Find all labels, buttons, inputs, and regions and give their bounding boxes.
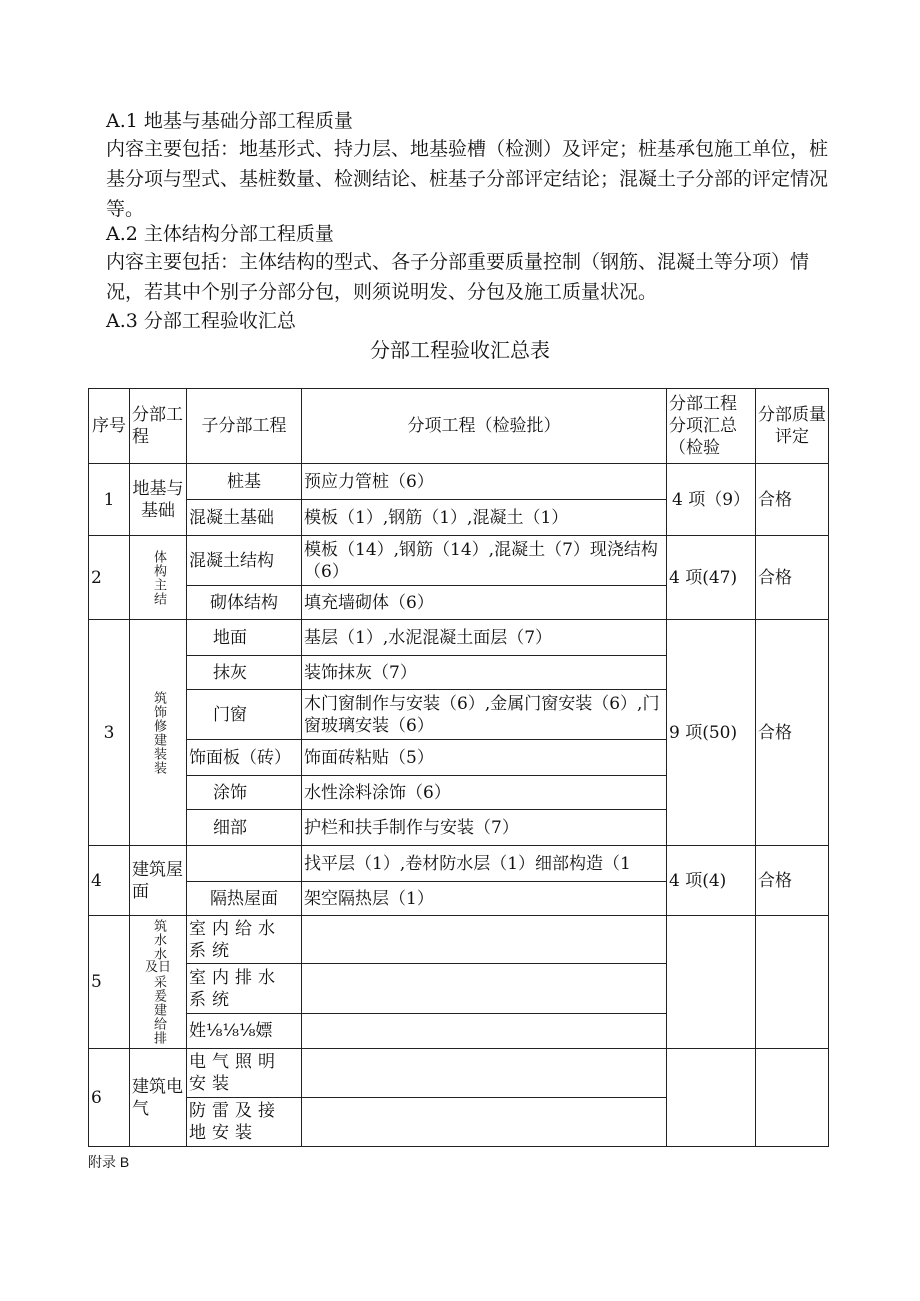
row-division: 体构主结 [151, 549, 166, 606]
section-a1-content: 内容主要包括：地基形式、持力层、地基验槽（检测）及评定；桩基承包施工单位，桩基分项与型式、基桩数量、检测结论、桩基子分部评定结论；混凝土子分部的评定情况等。 [106, 138, 829, 220]
row-no: 6 [89, 1049, 130, 1147]
row-summary: 4 项(47) [667, 536, 756, 620]
row-rating: 合格 [756, 536, 829, 620]
section-a2-content: 内容主要包括：主体结构的型式、各子分部重要质量控制（钢筋、混凝土等分项）情况，若其中个别子分部分包，则须说明发、分包及施工质量状况。 [106, 251, 810, 303]
row-division-cell [130, 536, 187, 620]
row-subdivision: 防雷及接地安装 [187, 1098, 302, 1147]
section-a1-heading: A.1 地基与基础分部工程质量 [106, 110, 353, 132]
row-items: 预应力管桩（6） [302, 464, 667, 500]
row-no: 3 [89, 620, 130, 846]
row-items: 模板（14）,钢筋（14）,混凝土（7）现浇结构（6） [302, 536, 667, 586]
header-rating: 分部质量评定 [756, 389, 829, 464]
row-summary: 4 项（9） [667, 464, 756, 536]
row-items [302, 1014, 667, 1049]
row-division-b: 采爰建给排 [151, 975, 166, 1045]
row-items [302, 1049, 667, 1098]
row-subdivision: 细部 [187, 810, 302, 846]
row-items: 护栏和扶手制作与安装（7） [302, 810, 667, 846]
row-subdivision: 涂饰 [187, 776, 302, 810]
row-items: 木门窗制作与安装（6）,金属门窗安装（6）,门窗玻璃安装（6） [302, 690, 667, 740]
row-items [302, 916, 667, 964]
row-subdivision: 桩基 [187, 464, 302, 500]
row-subdivision: 隔热屋面 [187, 882, 302, 916]
row-subdivision [187, 846, 302, 882]
footer-appendix: 附录 B [88, 1154, 130, 1170]
row-items [302, 964, 667, 1014]
row-subdivision: 电气照明安装 [187, 1049, 302, 1098]
table-caption: 分部工程验收汇总表 [370, 338, 550, 362]
summary-table [88, 388, 829, 1147]
row-no: 5 [89, 916, 130, 1049]
table-row [89, 846, 829, 882]
row-items: 装饰抹灰（7） [302, 656, 667, 690]
row-summary: 9 项(50) [667, 620, 756, 846]
row-division-cell [130, 620, 187, 846]
row-items: 找平层（1）,卷材防水层（1）细部构造（1 [302, 846, 667, 882]
row-items: 填充墙砌体（6） [302, 586, 667, 620]
row-summary: 4 项(4) [667, 846, 756, 916]
row-items: 基层（1）,水泥混凝土面层（7） [302, 620, 667, 656]
section-a2-heading: A.2 主体结构分部工程质量 [106, 223, 334, 245]
row-summary [667, 1049, 756, 1147]
section-a3-heading: A.3 分部工程验收汇总 [106, 310, 296, 332]
table-row [89, 1049, 829, 1098]
row-rating [756, 1049, 829, 1147]
header-summary: 分部工程分项汇总（检验 [667, 389, 756, 464]
header-division: 分部工程 [130, 389, 187, 464]
row-division: 筑饰修建装装 [151, 690, 166, 775]
row-subdivision: 门窗 [187, 690, 302, 740]
row-division: 建筑屋面 [130, 846, 187, 916]
row-items: 架空隔热层（1） [302, 882, 667, 916]
row-division: 建筑电气 [130, 1049, 187, 1147]
table-header-row [89, 389, 829, 464]
row-division: 地基与基础 [130, 464, 187, 536]
row-no: 1 [89, 464, 130, 536]
row-subdivision: 抹灰 [187, 656, 302, 690]
table-row [89, 620, 829, 656]
row-division-cell [130, 916, 187, 1049]
row-subdivision: 饰面板（砖） [187, 740, 302, 776]
row-subdivision: 室内给水系统 [187, 916, 302, 964]
row-items: 饰面砖粘贴（5） [302, 740, 667, 776]
table-row [89, 536, 829, 586]
row-division-mid: 及日 [144, 960, 171, 975]
row-no: 4 [89, 846, 130, 916]
row-subdivision: 砌体结构 [187, 586, 302, 620]
row-rating [756, 916, 829, 1049]
row-no: 2 [89, 536, 130, 620]
row-division-a: 筑水水 [151, 919, 166, 961]
row-summary [667, 916, 756, 1049]
row-subdivision: 室内排水系统 [187, 964, 302, 1014]
row-subdivision: 地面 [187, 620, 302, 656]
row-rating: 合格 [756, 846, 829, 916]
row-items: 模板（1）,钢筋（1）,混凝土（1） [302, 500, 667, 536]
row-rating: 合格 [756, 620, 829, 846]
table-row [89, 916, 829, 964]
row-subdivision: 混凝土结构 [187, 536, 302, 586]
row-rating: 合格 [756, 464, 829, 536]
header-subdivision: 子分部工程 [187, 389, 302, 464]
table-row [89, 464, 829, 500]
header-no: 序号 [89, 389, 130, 464]
header-items: 分项工程（检验批） [302, 389, 667, 464]
row-subdivision: 混凝土基础 [187, 500, 302, 536]
row-items: 水性涂料涂饰（6） [302, 776, 667, 810]
row-subdivision: 姓⅛⅛⅛嫖 [187, 1014, 302, 1049]
row-items [302, 1098, 667, 1147]
